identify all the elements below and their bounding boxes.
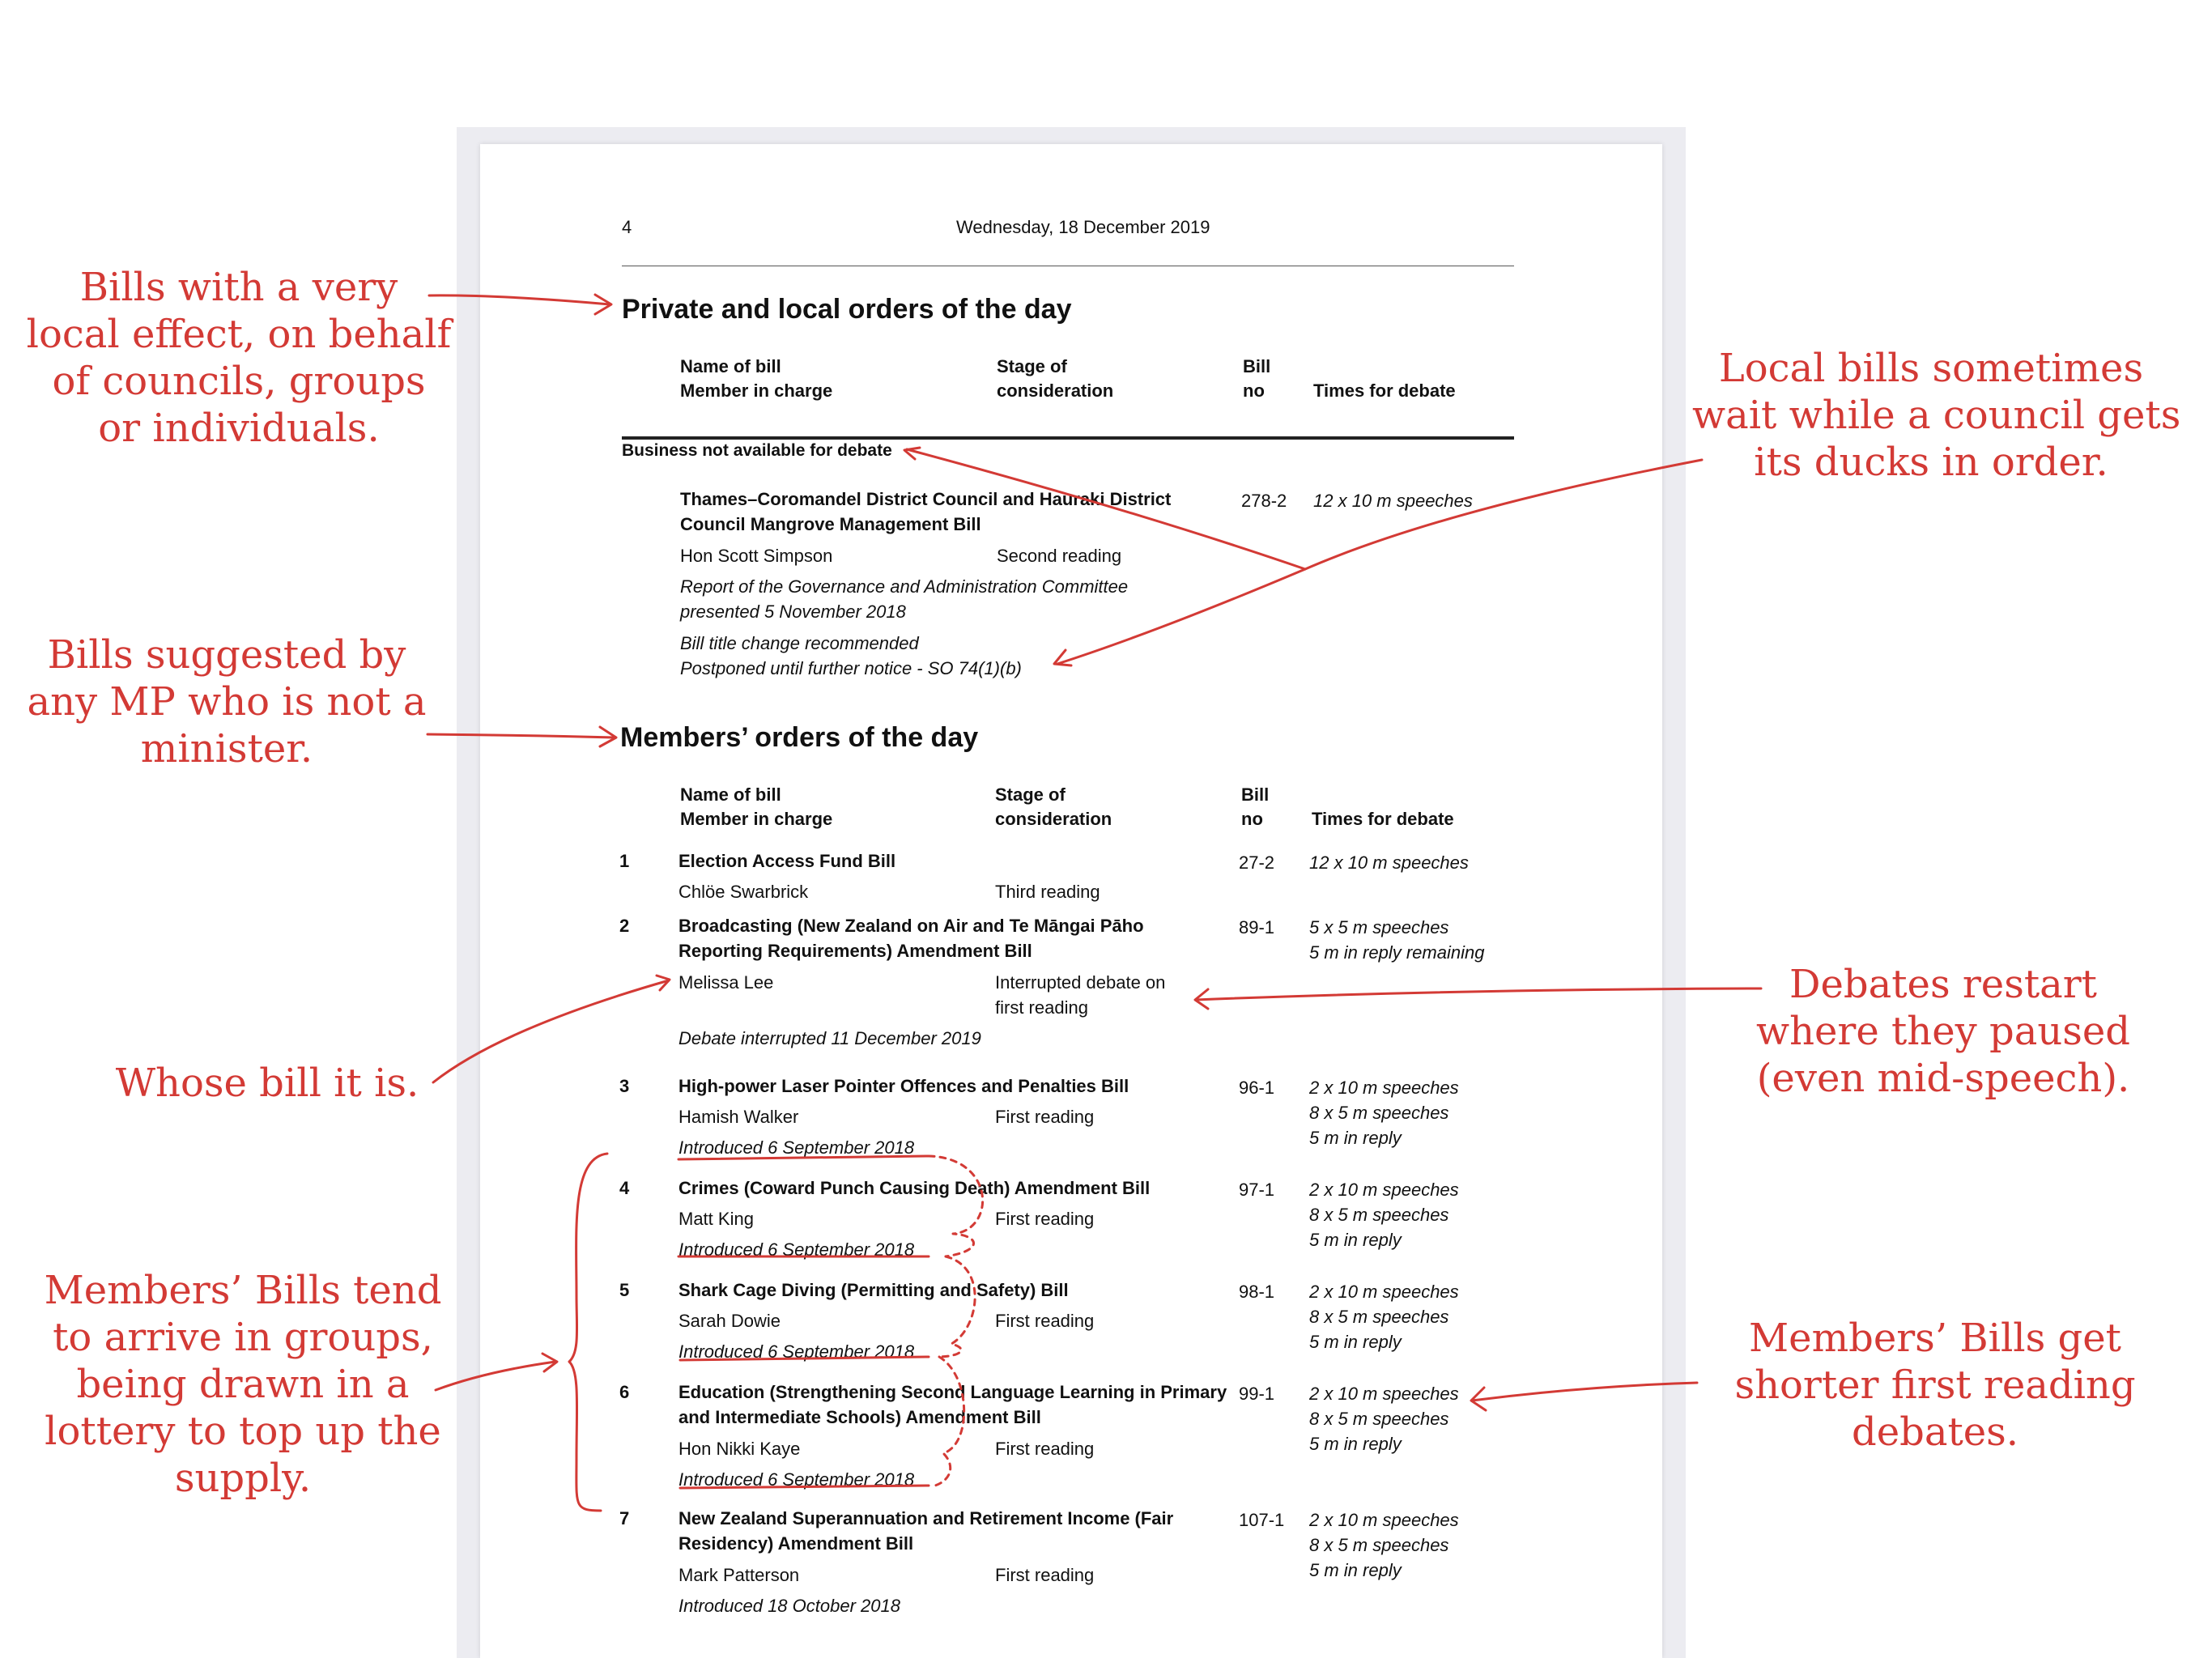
committee-report-date: presented 5 November 2018 (680, 602, 906, 622)
bill-order-number: 6 (619, 1382, 630, 1402)
member-in-charge: Melissa Lee (678, 972, 774, 993)
stage-of-consideration: First reading (995, 1565, 1095, 1585)
annotation-line: debates. (1851, 1409, 2019, 1455)
debate-times: 5 m in reply (1309, 1128, 1402, 1148)
bill-order-number: 3 (619, 1076, 630, 1096)
bill-note: Introduced 6 September 2018 (678, 1341, 915, 1362)
member-in-charge: Hon Scott Simpson (680, 546, 833, 566)
annotation-line: or individuals. (98, 406, 380, 451)
bill-title: Crimes (Coward Punch Causing Death) Amendment Bill (678, 1178, 1151, 1198)
debate-times: 5 m in reply (1309, 1560, 1402, 1580)
annotation-line: Bills suggested by (47, 632, 406, 678)
bill-title-cont: Residency) Amendment Bill (678, 1533, 914, 1554)
stage-of-consideration-cont: first reading (995, 997, 1088, 1018)
bill-title-cont: Reporting Requirements) Amendment Bill (678, 941, 1032, 961)
bill-title: Broadcasting (New Zealand on Air and Te Māngai Pāho (678, 916, 1144, 936)
debate-times: 8 x 5 m speeches (1309, 1205, 1449, 1225)
debate-times: 2 x 10 m speeches (1309, 1078, 1459, 1098)
bill-order-number: 5 (619, 1280, 630, 1300)
bill-number: 97-1 (1239, 1180, 1275, 1200)
bill-number: 89-1 (1239, 917, 1275, 937)
header-times: Times for debate (1313, 380, 1456, 401)
annotation-groups (24, 1267, 462, 1502)
member-in-charge: Mark Patterson (678, 1565, 800, 1585)
bill-title-cont: and Intermediate Schools) Amendment Bill (678, 1407, 1041, 1427)
member-in-charge: Matt King (678, 1209, 754, 1229)
annotation-line: supply. (174, 1456, 312, 1501)
annotation-shorter-debates (1708, 1315, 2162, 1456)
bill-number: 27-2 (1239, 852, 1275, 873)
header-member: Member in charge (680, 380, 833, 401)
header-bill: Bill (1243, 356, 1271, 376)
stage-of-consideration: Second reading (997, 546, 1122, 566)
annotation-line: being drawn in a (76, 1362, 410, 1407)
bill-order-number: 4 (619, 1178, 630, 1198)
debate-times: 2 x 10 m speeches (1309, 1282, 1459, 1302)
header-stage: Stage of (997, 356, 1067, 376)
bill-note: Introduced 18 October 2018 (678, 1596, 900, 1616)
debate-times: 8 x 5 m speeches (1309, 1409, 1449, 1429)
annotation-members-bills (16, 631, 437, 772)
debate-times: 5 m in reply remaining (1309, 942, 1485, 963)
annotation-line: any MP who is not a (27, 679, 427, 725)
debate-times: 5 m in reply (1309, 1230, 1402, 1250)
debate-times: 12 x 10 m speeches (1313, 491, 1473, 511)
annotation-line: local effect, on behalf (26, 312, 452, 357)
bill-number: 99-1 (1239, 1384, 1275, 1404)
members-section-title: Members’ orders of the day (620, 722, 979, 753)
annotation-whose-bill (97, 1060, 437, 1107)
annotation-line: Local bills sometimes (1718, 346, 2144, 391)
page-date: Wednesday, 18 December 2019 (956, 217, 1210, 237)
bill-title: New Zealand Superannuation and Retirement Income (Fair (678, 1508, 1174, 1528)
annotation-line: Members’ Bills tend (44, 1268, 442, 1313)
header-member: Member in charge (680, 809, 833, 829)
annotation-line: lottery to top up the (45, 1409, 441, 1454)
member-in-charge: Hon Nikki Kaye (678, 1439, 801, 1459)
bill-note: Introduced 6 September 2018 (678, 1137, 915, 1158)
postponed-note: Postponed until further notice - SO 74(1)(b) (680, 658, 1022, 678)
member-in-charge: Chlöe Swarbrick (678, 882, 809, 902)
title-change-note: Bill title change recommended (680, 633, 919, 653)
debate-times: 8 x 5 m speeches (1309, 1535, 1449, 1555)
header-stage: Stage of (995, 784, 1066, 805)
committee-report-note: Report of the Governance and Administration Committee (680, 576, 1129, 597)
annotation-line: Whose bill it is. (115, 1061, 419, 1106)
annotation-line: Members’ Bills get (1749, 1316, 2121, 1361)
bill-title: High-power Laser Pointer Offences and Penalties Bill (678, 1076, 1129, 1096)
bill-number: 107-1 (1239, 1510, 1285, 1530)
member-in-charge: Hamish Walker (678, 1107, 799, 1127)
debate-times: 2 x 10 m speeches (1309, 1384, 1459, 1404)
header-bill-no: no (1243, 380, 1265, 401)
stage-of-consideration: First reading (995, 1439, 1095, 1459)
debate-times: 8 x 5 m speeches (1309, 1307, 1449, 1327)
annotation-councils-wait (1692, 345, 2181, 486)
annotation-line: shorter first reading (1734, 1363, 2136, 1408)
stage-of-consideration: First reading (995, 1209, 1095, 1229)
header-times: Times for debate (1312, 809, 1454, 829)
annotation-line: (even mid-speech). (1756, 1056, 2130, 1101)
header-bill-no: no (1241, 809, 1263, 829)
bill-note: Debate interrupted 11 December 2019 (678, 1028, 981, 1048)
annotation-line: wait while a council gets (1692, 393, 2181, 438)
annotation-line: its ducks in order. (1754, 440, 2108, 485)
annotation-debates-restart (1725, 961, 2162, 1102)
bill-number: 278-2 (1241, 491, 1287, 511)
bill-title: Education (Strengthening Second Language Learning in Primary (678, 1382, 1227, 1402)
bill-order-number: 2 (619, 916, 630, 936)
annotation-line: where they paused (1755, 1009, 2131, 1054)
stage-of-consideration: Interrupted debate on (995, 972, 1166, 993)
header-name: Name of bill (680, 784, 781, 805)
bill-number: 96-1 (1239, 1078, 1275, 1098)
debate-times: 5 x 5 m speeches (1309, 917, 1449, 937)
bill-title: Election Access Fund Bill (678, 851, 896, 871)
annotation-line: minister. (140, 726, 313, 772)
bill-note: Introduced 6 September 2018 (678, 1469, 915, 1490)
bill-number: 98-1 (1239, 1282, 1275, 1302)
debate-times: 5 m in reply (1309, 1434, 1402, 1454)
debate-times: 2 x 10 m speeches (1309, 1510, 1459, 1530)
debate-times: 2 x 10 m speeches (1309, 1180, 1459, 1200)
stage-of-consideration: Third reading (995, 882, 1100, 902)
stage-of-consideration: First reading (995, 1311, 1095, 1331)
annotation-line: Bills with a very (79, 265, 398, 310)
bill-title: Thames–Coromandel District Council and Hauraki District (680, 489, 1172, 509)
annotation-line: of councils, groups (52, 359, 426, 404)
debate-times: 8 x 5 m speeches (1309, 1103, 1449, 1123)
annotation-line: Debates restart (1789, 962, 2097, 1007)
bill-order-number: 7 (619, 1508, 630, 1528)
bill-order-number: 1 (619, 851, 630, 871)
stage-of-consideration: First reading (995, 1107, 1095, 1127)
bill-title: Shark Cage Diving (Permitting and Safety) Bill (678, 1280, 1069, 1300)
bill-title-cont: Council Mangrove Management Bill (680, 514, 981, 534)
annotation-local-bills (24, 264, 453, 452)
debate-times: 12 x 10 m speeches (1309, 852, 1469, 873)
header-bill: Bill (1241, 784, 1270, 805)
page-number: 4 (622, 217, 632, 237)
annotation-line: to arrive in groups, (53, 1315, 433, 1360)
bill-note: Introduced 6 September 2018 (678, 1239, 915, 1260)
business-not-available: Business not available for debate (622, 441, 892, 460)
header-name: Name of bill (680, 356, 781, 376)
header-consideration: consideration (995, 809, 1112, 829)
header-consideration: consideration (997, 380, 1114, 401)
debate-times: 5 m in reply (1309, 1332, 1402, 1352)
private-section-title: Private and local orders of the day (622, 294, 1072, 325)
member-in-charge: Sarah Dowie (678, 1311, 781, 1331)
